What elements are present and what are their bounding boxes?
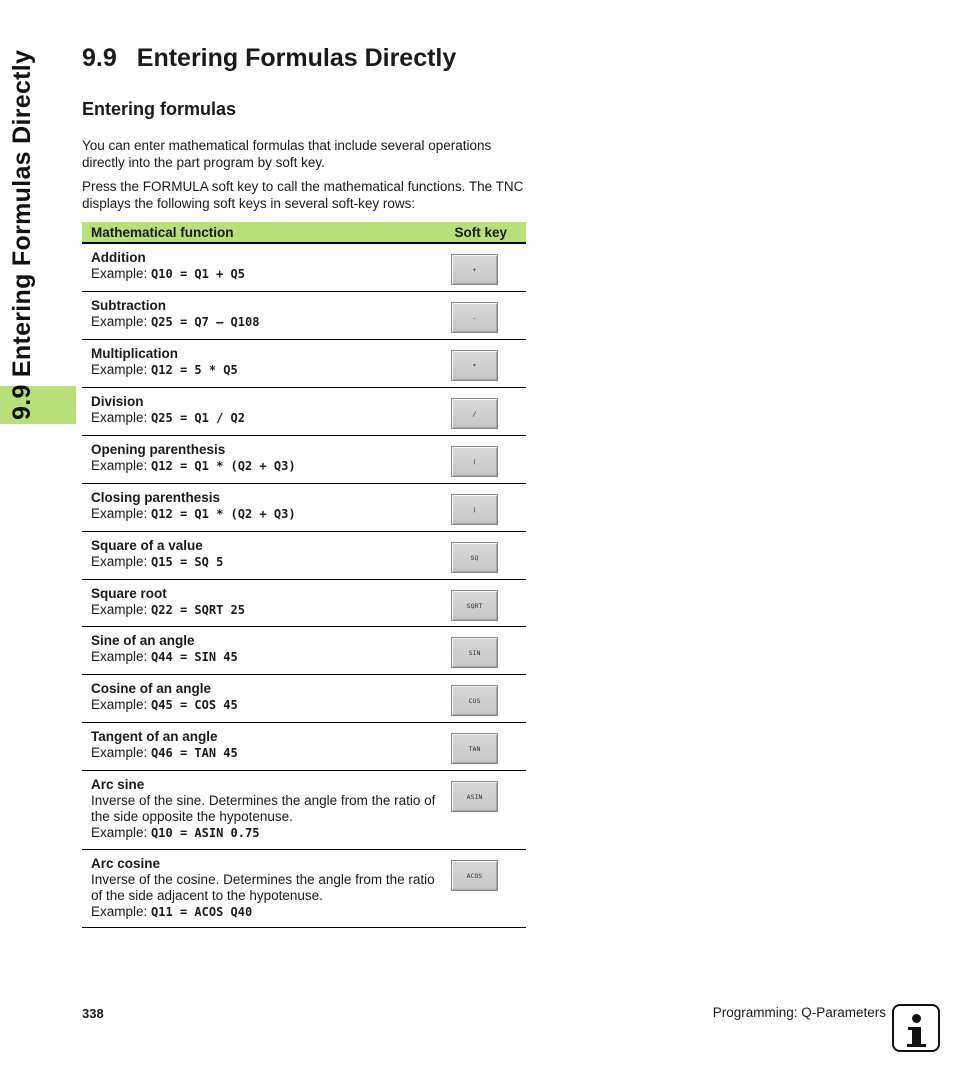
table-row [82, 627, 526, 675]
table-row [82, 771, 526, 850]
softkey-button[interactable]: * [451, 350, 498, 381]
functions-table [82, 222, 526, 928]
table-row [82, 436, 526, 484]
function-description: Inverse of the cosine. Determines the angle from the ratio of the side adjacent to the hypotenuse. [91, 872, 435, 903]
example-label: Example: [91, 825, 148, 840]
table-row [82, 850, 526, 928]
table-row [82, 580, 526, 627]
function-name: Opening parenthesis [91, 442, 226, 457]
softkey-button[interactable]: - [451, 302, 498, 333]
function-name: Sine of an angle [91, 633, 195, 648]
softkey-button[interactable]: ASIN [451, 781, 498, 812]
side-tab-text: 9.9 Entering Formulas Directly [8, 49, 36, 420]
function-name: Closing parenthesis [91, 490, 221, 505]
info-icon-base [907, 1044, 926, 1047]
info-icon [892, 1004, 940, 1052]
table-row [82, 484, 526, 532]
function-name: Arc sine [91, 777, 145, 792]
table-body [82, 244, 526, 928]
function-name: Subtraction [91, 298, 167, 313]
softkey-button[interactable]: ) [451, 494, 498, 525]
function-name: Square of a value [91, 538, 203, 553]
example-code: Q46 = TAN 45 [151, 746, 238, 760]
function-name: Division [91, 394, 144, 409]
example-label: Example: [91, 362, 148, 377]
page-title [82, 44, 456, 73]
example-code: Q10 = Q1 + Q5 [151, 267, 245, 281]
example-code: Q11 = ACOS Q40 [151, 905, 253, 919]
info-icon-dot [912, 1014, 921, 1023]
section-number: 9.9 [82, 44, 117, 72]
page-number: 338 [82, 1006, 104, 1021]
chapter-name: Programming: Q-Parameters [712, 1005, 886, 1020]
header-softkey: Soft key [454, 224, 507, 240]
example-label: Example: [91, 554, 148, 569]
example-code: Q12 = 5 * Q5 [151, 363, 238, 377]
function-name: Cosine of an angle [91, 681, 212, 696]
example-label: Example: [91, 904, 148, 919]
function-example [91, 904, 526, 920]
side-chapter-tab [0, 0, 76, 430]
softkey-button[interactable]: SIN [451, 637, 498, 668]
example-label: Example: [91, 506, 148, 521]
example-code: Q45 = COS 45 [151, 698, 238, 712]
example-code: Q10 = ASIN 0.75 [151, 826, 260, 840]
example-label: Example: [91, 266, 148, 281]
function-name: Multiplication [91, 346, 178, 361]
example-label: Example: [91, 697, 148, 712]
softkey-button[interactable]: ACOS [451, 860, 498, 891]
intro-paragraph-2: Press the FORMULA soft key to call the mathematical functions. The TNC displays the following soft keys in several soft-key rows: [82, 179, 524, 211]
softkey-button[interactable]: ( [451, 446, 498, 477]
example-label: Example: [91, 602, 148, 617]
example-code: Q25 = Q1 / Q2 [151, 411, 245, 425]
function-description: Inverse of the sine. Determines the angle from the ratio of the side opposite the hypotenuse. [91, 793, 436, 824]
example-code: Q12 = Q1 * (Q2 + Q3) [151, 507, 296, 521]
example-code: Q22 = SQRT 25 [151, 603, 245, 617]
intro-paragraph-1: You can enter mathematical formulas that include several operations directly into the part program by soft key. [82, 138, 492, 170]
softkey-button[interactable]: TAN [451, 733, 498, 764]
example-code: Q15 = SQ 5 [151, 555, 224, 569]
function-example [91, 825, 526, 841]
example-code: Q12 = Q1 * (Q2 + Q3) [151, 459, 296, 473]
table-row [82, 723, 526, 771]
table-row [82, 244, 526, 292]
example-label: Example: [91, 314, 148, 329]
example-label: Example: [91, 410, 148, 425]
softkey-button[interactable]: SQ [451, 542, 498, 573]
softkey-button[interactable]: + [451, 254, 498, 285]
section-heading: Entering formulas [82, 99, 237, 119]
title-text: Entering Formulas Directly [136, 44, 457, 72]
softkey-button[interactable]: SQRT [451, 590, 498, 621]
softkey-button[interactable]: COS [451, 685, 498, 716]
example-label: Example: [91, 649, 148, 664]
function-name: Addition [91, 250, 146, 265]
example-label: Example: [91, 458, 148, 473]
table-row [82, 388, 526, 436]
table-row [82, 675, 526, 723]
softkey-button[interactable]: / [451, 398, 498, 429]
function-name: Square root [91, 586, 167, 601]
function-name: Arc cosine [91, 856, 161, 871]
example-label: Example: [91, 745, 148, 760]
table-row [82, 532, 526, 580]
header-function: Mathematical function [91, 224, 234, 240]
table-row [82, 292, 526, 340]
example-code: Q44 = SIN 45 [151, 650, 238, 664]
table-header [82, 222, 526, 244]
example-code: Q25 = Q7 – Q108 [151, 315, 260, 329]
table-row [82, 340, 526, 388]
function-name: Tangent of an angle [91, 729, 218, 744]
